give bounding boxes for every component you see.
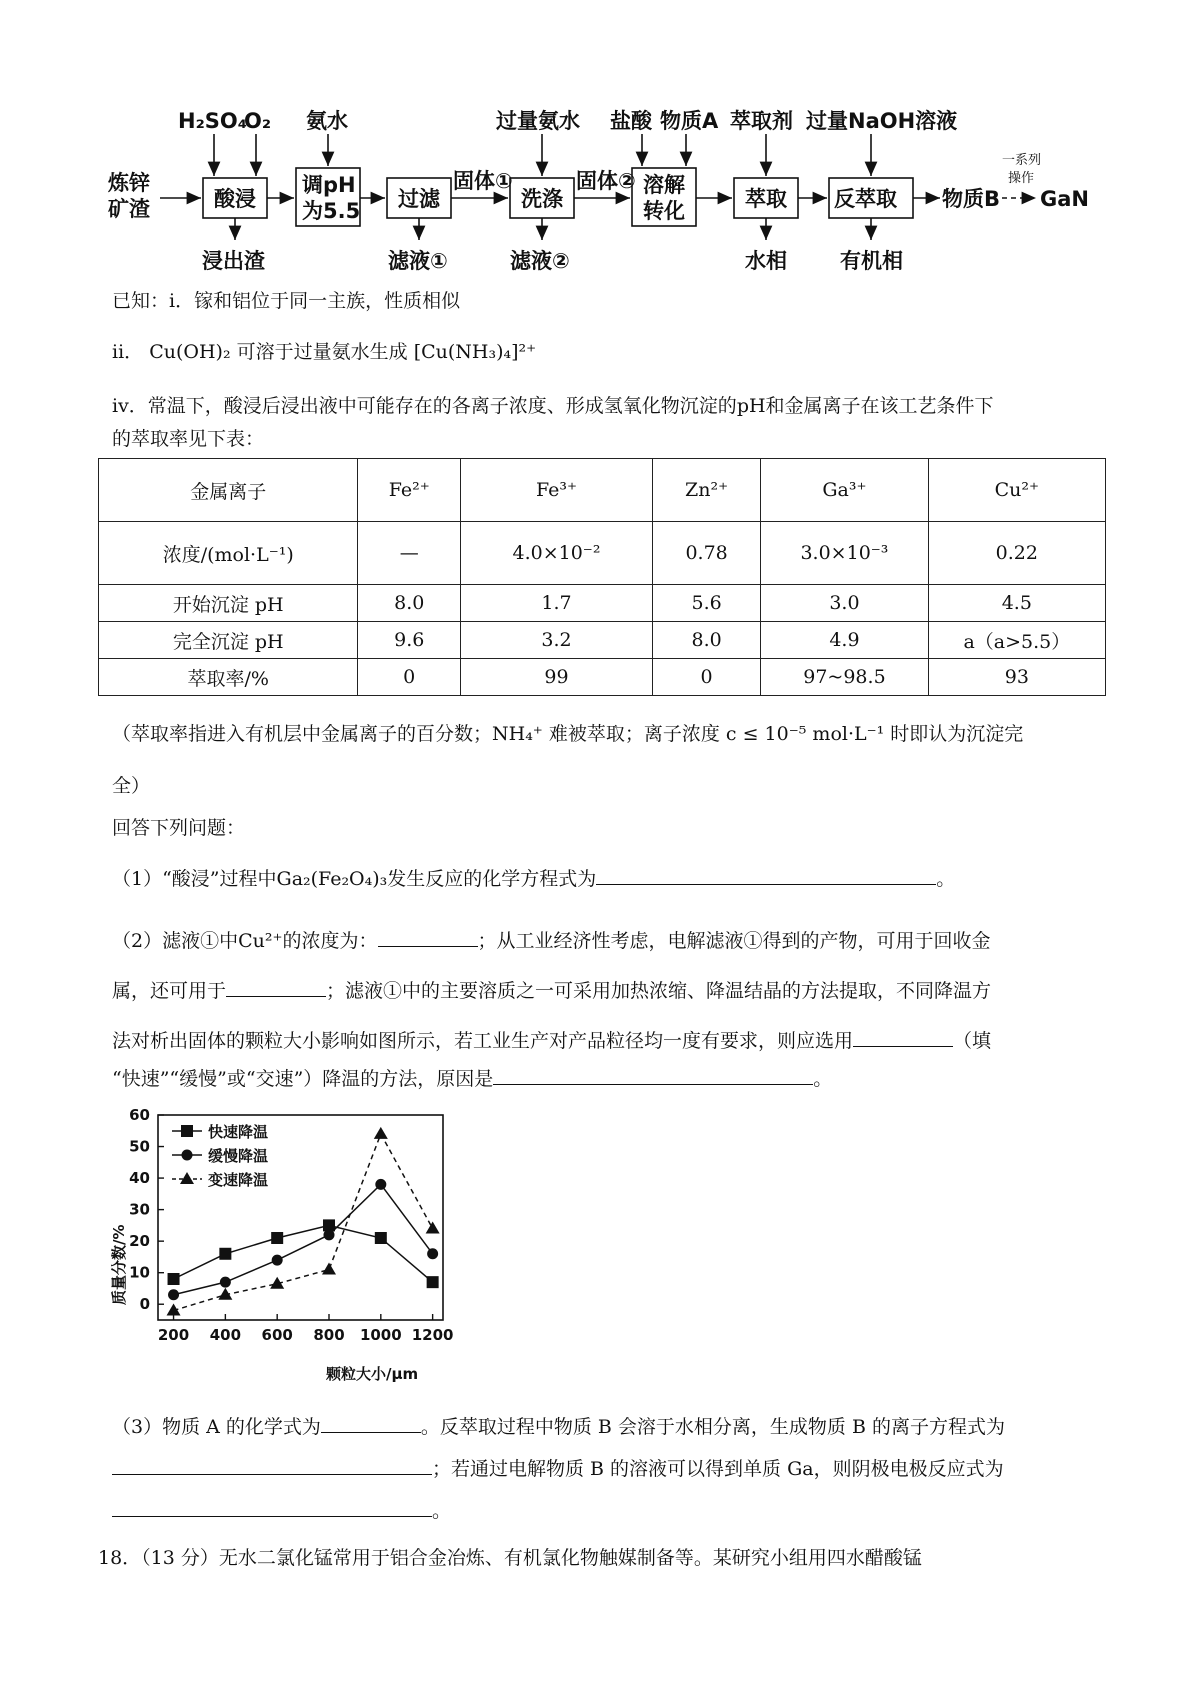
final-gan: GaN xyxy=(1040,187,1089,211)
q2-text-d: ；滤液①中的主要溶质之一可采用加热浓缩、降温结晶的方法提取，不同降温方 xyxy=(326,980,992,1002)
table-cell: 99 xyxy=(460,659,652,696)
table-row xyxy=(99,659,1106,696)
answer-blank[interactable] xyxy=(112,1496,432,1517)
x-tick-label: 800 xyxy=(313,1326,345,1344)
product-b: 物质B xyxy=(942,187,1001,211)
data-point-triangle xyxy=(218,1288,232,1300)
reagent-naoh: 过量NaOH溶液 xyxy=(806,109,958,133)
box-dissolve-2: 转化 xyxy=(643,199,685,223)
known-ii-complex: [Cu(NH₃)₄]²⁺ xyxy=(413,341,537,363)
series-line-2 xyxy=(174,1184,433,1294)
x-tick-label: 400 xyxy=(209,1326,242,1344)
process-flow-diagram xyxy=(0,0,1200,290)
table-cell: 9.6 xyxy=(358,622,460,659)
series-line-1 xyxy=(174,1225,433,1282)
reagent-excess-ammonia: 过量氨水 xyxy=(496,109,580,133)
table-cell: 1.7 xyxy=(460,585,652,622)
table-cell: 8.0 xyxy=(358,585,460,622)
box-adjust-ph-1: 调pH xyxy=(302,173,356,197)
note-line1: （萃取率指进入有机层中金属离子的百分数；NH₄⁺ 难被萃取；离子浓度 c ≤ 10⁻⁵ mol·L⁻¹ 时即认为沉淀完 xyxy=(112,723,1024,745)
legend-label: 缓慢降温 xyxy=(208,1147,269,1165)
flow-start-line1: 炼锌 xyxy=(108,171,150,195)
note-line2: 全） xyxy=(112,775,151,797)
question-2-line1 xyxy=(112,926,991,955)
reagent-hcl: 盐酸 xyxy=(610,109,652,133)
output-leach-residue: 浸出渣 xyxy=(202,249,265,273)
q2-text-b: ；从工业经济性考虑，电解滤液①得到的产物，可用于回收金 xyxy=(477,930,991,952)
q2-text-f: （填 xyxy=(953,1030,992,1052)
data-point-triangle xyxy=(322,1263,336,1275)
known-ii xyxy=(112,338,536,366)
table-header: 金属离子 xyxy=(99,459,358,522)
table-row xyxy=(99,622,1106,659)
y-tick-label: 20 xyxy=(129,1232,150,1251)
known-ii-text: 可溶于过量氨水生成 xyxy=(236,341,408,363)
question-3-line1 xyxy=(112,1412,1005,1441)
q2-text-c: 属，还可用于 xyxy=(112,980,227,1002)
question-2-line2 xyxy=(112,976,991,1005)
table-header-row xyxy=(99,459,1106,522)
output-filtrate-2: 滤液② xyxy=(510,249,570,273)
table-cell: 5.6 xyxy=(652,585,760,622)
x-tick-label: 200 xyxy=(157,1326,190,1344)
answer-blank[interactable] xyxy=(853,1026,953,1047)
known-ii-prefix: ⅱ． xyxy=(112,341,144,363)
table-row xyxy=(99,522,1106,585)
y-tick-label: 60 xyxy=(129,1106,150,1124)
y-tick-label: 40 xyxy=(129,1169,150,1188)
reagent-h2so4: H₂SO₄ xyxy=(178,109,247,133)
table-header: Cu²⁺ xyxy=(928,459,1105,522)
known-iv-line2: 的萃取率见下表： xyxy=(112,428,265,450)
legend-label: 快速降温 xyxy=(208,1123,269,1141)
flow-start-line2: 矿渣 xyxy=(108,197,150,221)
answer-blank[interactable] xyxy=(321,1412,421,1433)
y-tick-label: 0 xyxy=(139,1295,150,1314)
reagent-substance-a: 物质A xyxy=(660,109,719,133)
table-header: Fe²⁺ xyxy=(358,459,460,522)
data-point-square xyxy=(271,1232,283,1244)
table-cell: 完全沉淀 pH xyxy=(99,622,358,659)
table-cell: 97~98.5 xyxy=(761,659,928,696)
data-point-circle xyxy=(427,1248,438,1259)
q2-text-a: （2）滤液①中Cu²⁺的浓度为： xyxy=(112,930,378,952)
ion-data-table xyxy=(98,458,1106,696)
chart-xlabel: 颗粒大小/μm xyxy=(326,1365,419,1383)
table-cell: 4.5 xyxy=(928,585,1105,622)
q3-text-c: ；若通过电解物质 B 的溶液可以得到单质 Ga，则阴极电极反应式为 xyxy=(432,1458,1004,1480)
reagent-o2: O₂ xyxy=(244,109,272,133)
answer-blank[interactable] xyxy=(112,1454,432,1475)
answer-blank[interactable] xyxy=(596,864,936,885)
data-point-circle xyxy=(220,1277,231,1288)
table-cell: 开始沉淀 pH xyxy=(99,585,358,622)
reagent-ammonia: 氨水 xyxy=(306,109,348,133)
table-header: Fe³⁺ xyxy=(460,459,652,522)
particle-size-chart xyxy=(98,1095,478,1385)
q3-text-b: 。反萃取过程中物质 B 会溶于水相分离，生成物质 B 的离子方程式为 xyxy=(420,1416,1005,1438)
table-cell: 萃取率/% xyxy=(99,659,358,696)
x-tick-label: 1200 xyxy=(411,1326,454,1344)
box-wash: 洗涤 xyxy=(521,187,563,211)
question-3-line2 xyxy=(112,1454,1004,1483)
known-i: 已知：ⅰ．镓和铝位于同一主族，性质相似 xyxy=(112,290,461,312)
box-extract: 萃取 xyxy=(745,187,787,211)
data-point-circle xyxy=(168,1289,179,1300)
table-cell: 3.2 xyxy=(460,622,652,659)
table-cell: 0 xyxy=(652,659,760,696)
q3-text-a: （3）物质 A 的化学式为 xyxy=(112,1416,321,1438)
label-solid-1: 固体① xyxy=(453,169,513,193)
output-filtrate-1: 滤液① xyxy=(388,249,448,273)
output-aqueous-phase: 水相 xyxy=(745,249,787,273)
table-cell: 3.0×10⁻³ xyxy=(761,522,928,585)
q2-text-e: 法对析出固体的颗粒大小影响如图所示，若工业生产对产品粒径均一度有要求，则应选用 xyxy=(112,1030,854,1052)
table-cell: 0.78 xyxy=(652,522,760,585)
table-cell: a（a>5.5） xyxy=(928,622,1105,659)
q1-text: （1）“酸浸”过程中Ga₂(Fe₂O₄)₃发生反应的化学方程式为 xyxy=(112,868,597,890)
data-point-circle xyxy=(272,1255,283,1266)
y-tick-label: 30 xyxy=(129,1200,150,1219)
data-point-triangle xyxy=(374,1127,388,1139)
answer-blank[interactable] xyxy=(378,926,478,947)
table-cell: 3.0 xyxy=(761,585,928,622)
known-iv-line1: ⅳ．常温下，酸浸后浸出液中可能存在的各离子浓度、形成氢氧化物沉淀的pH和金属离子在该工艺条件下 xyxy=(112,395,994,417)
table-cell: 4.0×10⁻² xyxy=(460,522,652,585)
y-tick-label: 10 xyxy=(129,1263,150,1282)
answer-blank[interactable] xyxy=(493,1064,813,1085)
box-dissolve-1: 溶解 xyxy=(643,173,685,197)
data-point-circle xyxy=(324,1229,335,1240)
series-ops-1: 一系列 xyxy=(1002,153,1042,168)
data-point-triangle xyxy=(426,1222,440,1234)
legend-marker-square xyxy=(181,1125,193,1137)
table-cell: — xyxy=(358,522,460,585)
q2-text-h: 。 xyxy=(813,1068,833,1090)
table-cell: 0 xyxy=(358,659,460,696)
question-2-line3 xyxy=(112,1026,991,1055)
question-18: 18．（13 分）无水二氯化锰常用于铝合金冶炼、有机氯化物触媒制备等。某研究小组用四水醋酸锰 xyxy=(98,1547,922,1569)
data-point-square xyxy=(427,1276,439,1288)
legend-marker-circle xyxy=(182,1150,193,1161)
x-tick-label: 1000 xyxy=(359,1326,402,1344)
table-header: Zn²⁺ xyxy=(652,459,760,522)
box-filter: 过滤 xyxy=(398,187,440,211)
table-cell: 93 xyxy=(928,659,1105,696)
box-back-extract: 反萃取 xyxy=(834,187,897,211)
label-solid-2: 固体② xyxy=(576,169,636,193)
question-1 xyxy=(112,864,955,893)
legend-label: 变速降温 xyxy=(208,1171,269,1189)
legend-marker-triangle xyxy=(180,1172,194,1184)
chart-ylabel: 质量分数/% xyxy=(110,1224,128,1305)
table-row xyxy=(99,585,1106,622)
table-cell: 8.0 xyxy=(652,622,760,659)
plot-frame xyxy=(158,1115,443,1320)
q3-text-d: 。 xyxy=(432,1500,452,1522)
q2-text-g: “快速”“缓慢”或“交速”）降温的方法，原因是 xyxy=(112,1068,494,1090)
data-point-square xyxy=(168,1273,180,1285)
data-point-square xyxy=(219,1248,231,1260)
data-point-square xyxy=(375,1232,387,1244)
question-2-line4 xyxy=(112,1064,832,1093)
x-tick-label: 600 xyxy=(261,1326,293,1344)
answer-blank[interactable] xyxy=(226,976,326,997)
table-cell: 4.9 xyxy=(761,622,928,659)
table-header: Ga³⁺ xyxy=(761,459,928,522)
box-acid-leach: 酸浸 xyxy=(214,187,256,211)
series-ops-2: 操作 xyxy=(1008,171,1035,186)
table-cell: 0.22 xyxy=(928,522,1105,585)
questions-intro: 回答下列问题： xyxy=(112,817,246,839)
reagent-extractant: 萃取剂 xyxy=(730,109,793,133)
y-tick-label: 50 xyxy=(129,1137,150,1156)
box-adjust-ph-2: 为5.5 xyxy=(302,199,361,223)
question-3-line3 xyxy=(112,1496,451,1525)
table-cell: 浓度/(mol·L⁻¹) xyxy=(99,522,358,585)
known-ii-formula: Cu(OH)₂ xyxy=(149,341,231,363)
output-organic-phase: 有机相 xyxy=(840,249,903,273)
data-point-circle xyxy=(375,1179,386,1190)
q1-end: 。 xyxy=(936,868,956,890)
